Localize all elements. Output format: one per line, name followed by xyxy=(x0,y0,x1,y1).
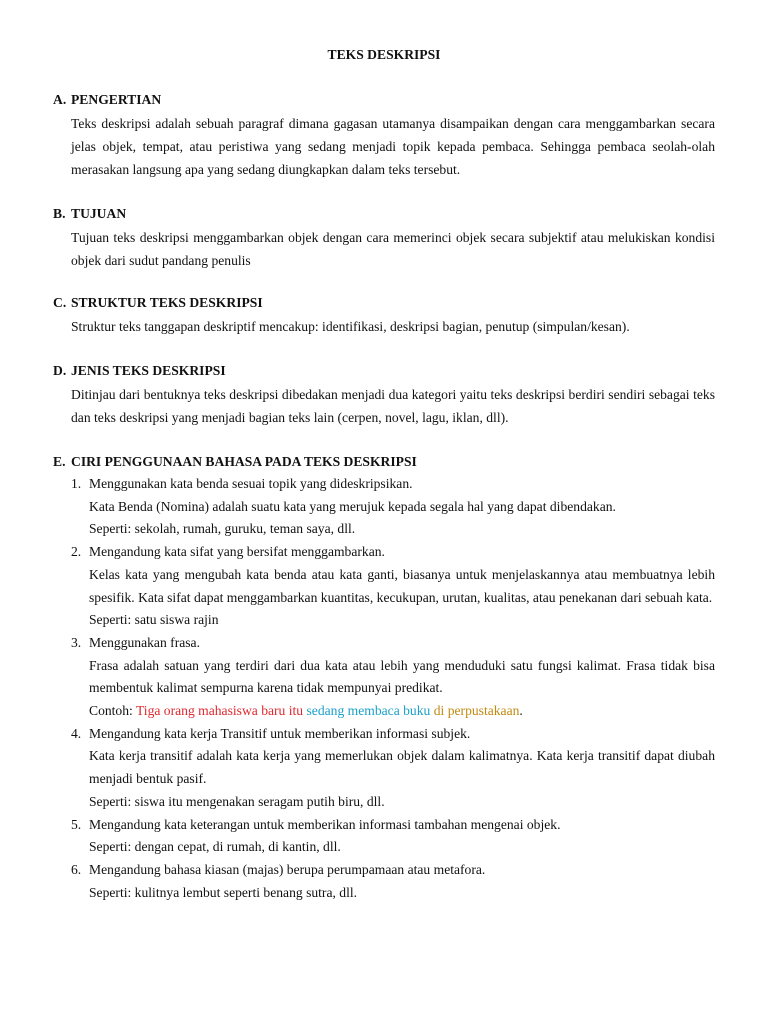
section-ciri-bahasa xyxy=(53,453,715,904)
section-title: JENIS TEKS DESKRIPSI xyxy=(71,363,226,378)
list-item-lead: Mengandung kata kerja Transitif untuk memberikan informasi subjek. xyxy=(89,725,471,741)
section-letter: B. xyxy=(53,206,66,221)
example-prefix: Contoh: xyxy=(89,703,136,719)
list-item-line: Kata kerja transitif adalah kata kerja yang memerlukan objek dalam kalimatnya. Kata kerja transitif dapat diubah menjadi bentuk pasif. xyxy=(89,748,715,787)
list-item-line: Seperti: siswa itu mengenakan seragam putih biru, dll. xyxy=(89,793,385,809)
list-item xyxy=(71,541,715,632)
list-item-lead: Mengandung kata sifat yang bersifat menggambarkan. xyxy=(89,544,385,560)
section-pengertian xyxy=(53,91,715,181)
list-number: 5. xyxy=(71,816,82,832)
list-item xyxy=(71,859,715,904)
section-heading xyxy=(53,294,715,312)
list-item-line: Seperti: sekolah, rumah, guruku, teman saya, dll. xyxy=(89,521,356,537)
section-letter: D. xyxy=(53,363,67,378)
section-heading xyxy=(53,91,715,109)
list-number: 4. xyxy=(71,725,82,741)
list-number: 1. xyxy=(71,476,82,491)
section-tujuan xyxy=(53,205,715,272)
section-letter: A. xyxy=(53,92,67,107)
list-item-line: Kelas kata yang mengubah kata benda atau kata ganti, biasanya untuk menjelaskannya atau membuatnya lebih spesifik. Kata sifat dapat menggambarkan kuantitas, kecukupan, urutan, kualitas, atau penekanan dari sebuah kata. xyxy=(89,566,715,605)
section-paragraph: Ditinjau dari bentuknya teks deskripsi dibedakan menjadi dua kategori yaitu teks deskripsi berdiri sendiri sebagai teks dan teks deskripsi yang menjadi bagian teks lain (cerpen, novel, lagu, iklan, dll). xyxy=(71,387,715,425)
document-title: TEKS DESKRIPSI xyxy=(327,47,441,62)
list-item xyxy=(71,632,715,723)
section-heading xyxy=(53,205,715,223)
list-number: 6. xyxy=(71,861,82,877)
list-item-line: Seperti: dengan cepat, di rumah, di kantin, dll. xyxy=(89,839,341,855)
list-item xyxy=(71,814,715,859)
section-heading xyxy=(53,453,715,471)
section-title: STRUKTUR TEKS DESKRIPSI xyxy=(71,295,263,310)
list-number: 2. xyxy=(71,544,82,560)
section-title: TUJUAN xyxy=(71,206,127,221)
list-item-lead: Mengandung bahasa kiasan (majas) berupa perumpamaan atau metafora. xyxy=(89,861,486,877)
list-item-line: Frasa adalah satuan yang terdiri dari dua kata atau lebih yang menduduki satu fungsi kalimat. Frasa tidak bisa membentuk kalimat sempurna karena tidak mempunyai predikat. xyxy=(89,657,715,696)
example-suffix: . xyxy=(519,703,523,719)
example-subject: Tiga orang mahasiswa baru itu xyxy=(135,703,304,719)
list-item-line: Seperti: satu siswa rajin xyxy=(89,612,219,628)
list-item-line: Seperti: kulitnya lembut seperti benang sutra, dll. xyxy=(89,884,358,900)
section-title: PENGERTIAN xyxy=(71,92,162,107)
example-predicate: sedang membaca buku xyxy=(306,703,431,719)
section-letter: C. xyxy=(53,295,67,310)
list-item-lead: Menggunakan frasa. xyxy=(89,634,200,650)
section-title: CIRI PENGGUNAAN BAHASA PADA TEKS DESKRIPSI xyxy=(71,454,417,469)
section-letter: E. xyxy=(53,454,66,469)
list-item-lead: Menggunakan kata benda sesuai topik yang dideskripsikan. xyxy=(89,476,413,491)
section-heading xyxy=(53,362,715,380)
section-jenis xyxy=(53,362,715,429)
section-paragraph: Tujuan teks deskripsi menggambarkan objek dengan cara memerinci objek secara subjektif atau melukiskan kondisi objek dari sudut pandang penulis xyxy=(71,230,715,268)
list-number: 3. xyxy=(71,634,82,650)
list-item xyxy=(71,723,715,814)
list-item-line: Kata Benda (Nomina) adalah suatu kata yang merujuk kepada segala hal yang dapat dibendakan. xyxy=(89,498,616,514)
section-paragraph: Struktur teks tanggapan deskriptif mencakup: identifikasi, deskripsi bagian, penutup (simpulan/kesan). xyxy=(71,319,630,334)
ciri-list xyxy=(71,473,715,904)
section-paragraph: Teks deskripsi adalah sebuah paragraf dimana gagasan utamanya disampaikan dengan cara menggambarkan secara jelas objek, tempat, atau peristiwa yang sedang menjadi topik kepada pembaca. Sehingga pembaca seolah-olah merasakan langsung apa yang sedang diungkapkan dalam teks tersebut. xyxy=(71,116,715,177)
example-sentence xyxy=(89,700,715,723)
example-adverb: di perpustakaan xyxy=(433,703,520,719)
section-struktur xyxy=(53,294,715,338)
list-item-lead: Mengandung kata keterangan untuk memberikan informasi tambahan mengenai objek. xyxy=(89,816,561,832)
list-item xyxy=(71,473,715,541)
